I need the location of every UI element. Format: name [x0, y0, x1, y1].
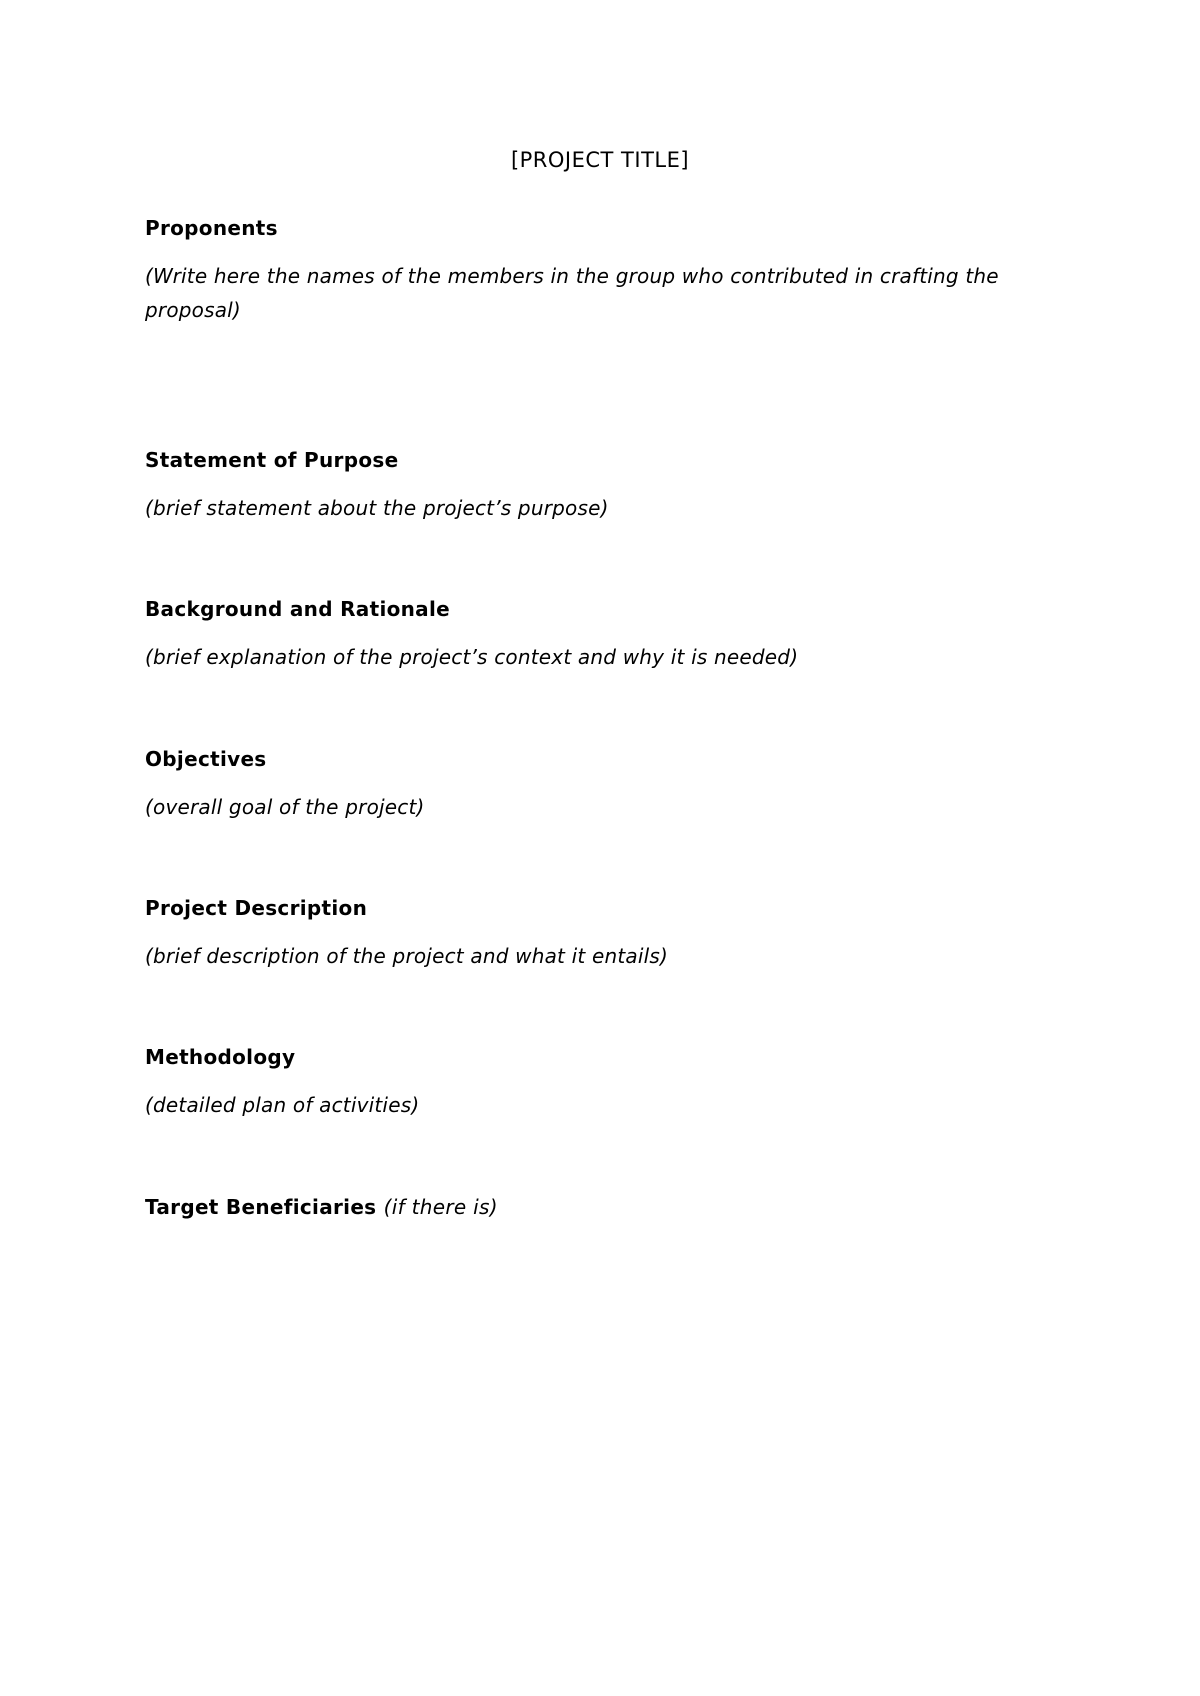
methodology-description: (detailed plan of activities) — [145, 1093, 420, 1117]
methodology-heading: Methodology — [145, 1045, 296, 1069]
background-and-rationale-heading: Background and Rationale — [145, 597, 450, 621]
project-title: [PROJECT TITLE] — [510, 148, 690, 172]
project-description-description: (brief description of the project and what it entails) — [145, 944, 669, 968]
target-beneficiaries-heading: Target Beneficiaries — [145, 1195, 377, 1219]
project-description-heading: Project Description — [145, 896, 368, 920]
target-beneficiaries-note: (if there is) — [383, 1195, 498, 1219]
proponents-heading: Proponents — [145, 216, 278, 240]
statement-of-purpose-heading: Statement of Purpose — [145, 448, 399, 472]
proponents-description: (Write here the names of the members in the group who contributed in crafting the proposal) — [145, 264, 999, 322]
background-and-rationale-description: (brief explanation of the project’s context and why it is needed) — [145, 645, 799, 669]
target-beneficiaries-line — [145, 1195, 498, 1219]
objectives-heading: Objectives — [145, 747, 267, 771]
objectives-description: (overall goal of the project) — [145, 795, 425, 819]
statement-of-purpose-description: (brief statement about the project’s purpose) — [145, 496, 609, 520]
